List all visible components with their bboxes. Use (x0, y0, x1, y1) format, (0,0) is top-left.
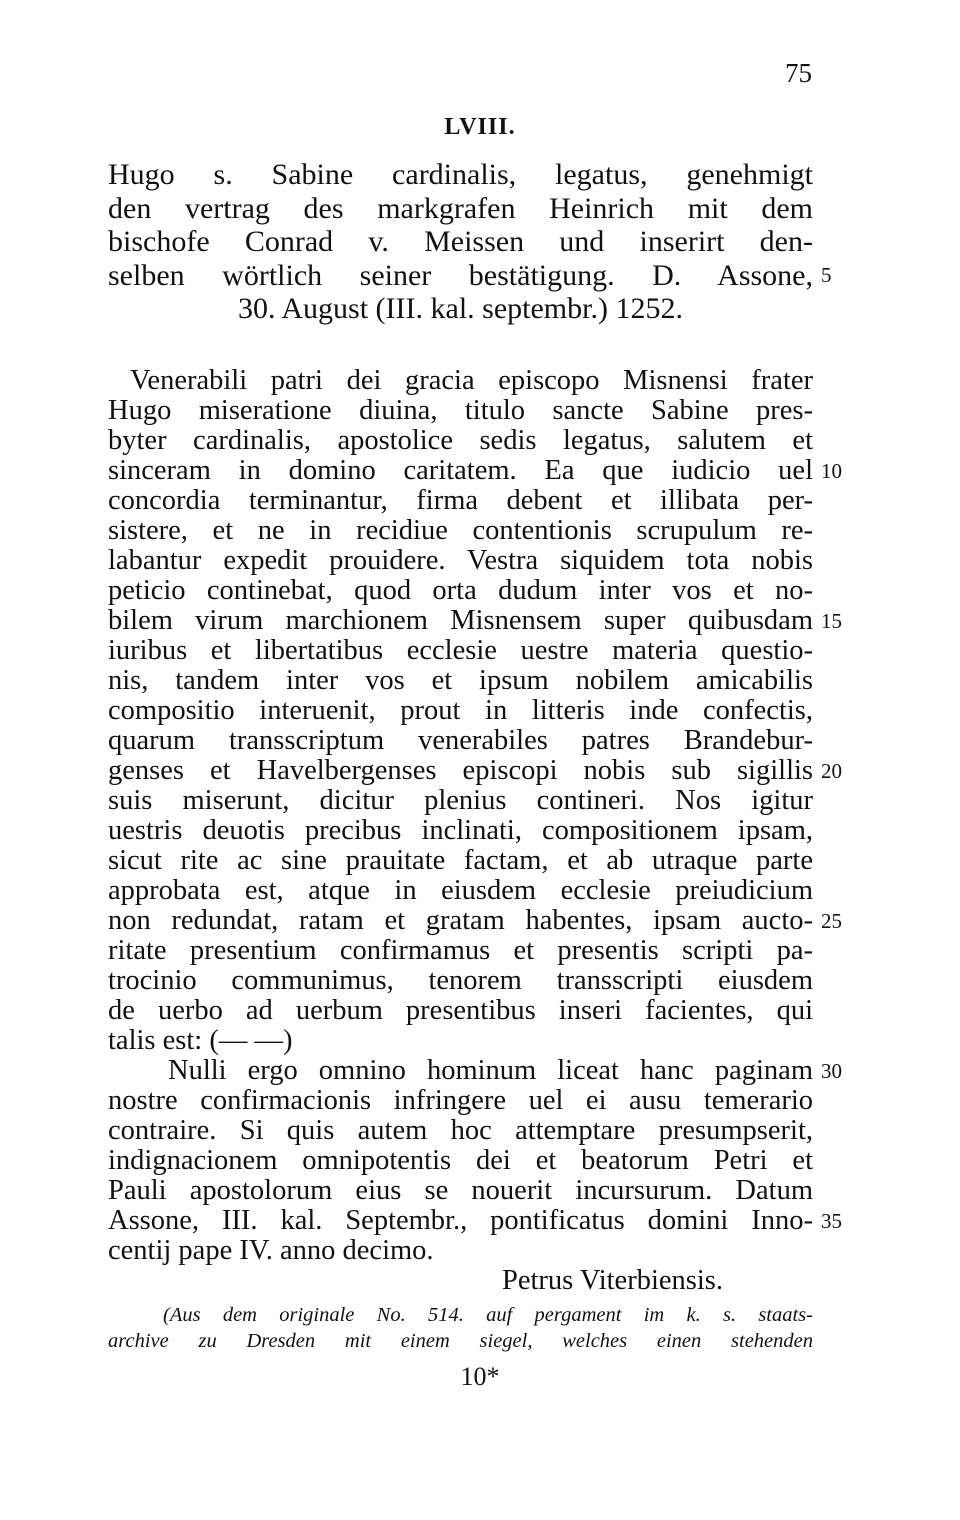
text-line (108, 576, 813, 606)
text-line-content: ritate presentium confirmamus et presentis scripti pa- (108, 935, 813, 966)
text-line-content: Nulli ergo omnino hominum liceat hanc paginam (168, 1055, 813, 1086)
text-line-content: quarum transscriptum venerabiles patres Brandebur- (108, 725, 813, 756)
text-line-content: bilem virum marchionem Misnensem super quibusdam (108, 605, 813, 636)
text-line (108, 846, 813, 876)
text-line-content: talis est: (— —) (108, 1025, 293, 1056)
text-line (108, 936, 813, 966)
line-number: 35 (821, 1209, 842, 1233)
text-line (108, 605, 842, 636)
text-line (108, 1236, 813, 1266)
text-line (108, 966, 813, 996)
text-line (108, 396, 813, 426)
text-line (108, 426, 813, 456)
charter-text (108, 365, 842, 1266)
signature: Petrus Viterbiensis. (501, 1265, 723, 1296)
line-number: 15 (821, 609, 842, 633)
text-line (108, 1086, 813, 1116)
footnote-line: (Aus dem originale No. 514. auf pergament im k. s. staats- (163, 1304, 813, 1326)
text-line-content: indignacionem omnipotentis dei et beatorum Petri et (108, 1145, 813, 1176)
text-line-content: sinceram in domino caritatem. Ea que iudicio uel (108, 455, 813, 486)
line-number: 10 (821, 459, 842, 483)
regest-line: bischofe Conrad v. Meissen und inserirt den- (108, 225, 813, 258)
text-line-content: trocinio communimus, tenorem transscripti eiusdem (108, 965, 813, 996)
text-line (108, 666, 813, 696)
text-line-content: iuribus et libertatibus ecclesie uestre materia questio- (108, 635, 813, 666)
text-line (108, 1026, 813, 1056)
text-line-content: Hugo miseratione diuina, titulo sancte Sabine pres- (108, 395, 813, 426)
text-line (108, 1205, 842, 1236)
text-line-content: contraire. Si quis autem hoc attemptare presumpserit, (108, 1115, 813, 1146)
text-line (108, 905, 842, 936)
text-line-content: byter cardinalis, apostolice sedis legatus, salutem et (108, 425, 813, 456)
page-number: 75 (785, 58, 812, 88)
text-line (108, 1146, 813, 1176)
text-line-content: non redundat, ratam et gratam habentes, ipsam aucto- (108, 905, 813, 936)
text-line-content: Pauli apostolorum eius se nouerit incursurum. Datum (108, 1175, 813, 1206)
text-line (108, 546, 813, 576)
text-line-content: nis, tandem inter vos et ipsum nobilem amicabilis (108, 665, 813, 696)
line-number: 30 (821, 1059, 842, 1083)
text-line (108, 1055, 842, 1086)
text-line-content: peticio continebat, quod orta dudum inter vos et no- (108, 575, 813, 606)
text-line-content: suis miserunt, dicitur plenius contineri. Nos igitur (108, 785, 813, 816)
sheet-signature-mark: 10* (460, 1362, 500, 1391)
text-line (108, 636, 813, 666)
text-line (108, 996, 813, 1026)
footnote-line: archive zu Dresden mit einem siegel, welches einen stehenden (108, 1330, 813, 1352)
text-line (108, 516, 813, 546)
line-number: 20 (821, 759, 842, 783)
text-line (108, 1176, 813, 1206)
regest-line: 30. August (III. kal. septembr.) 1252. (238, 292, 683, 325)
text-line-content: Assone, III. kal. Septembr., pontificatus domini Inno- (108, 1205, 813, 1236)
regest-line (108, 258, 832, 293)
text-line-content: Venerabili patri dei gracia episcopo Misnensi frater (130, 365, 813, 396)
text-line-content: sistere, et ne in recidiue contentionis scrupulum re- (108, 515, 813, 546)
text-line (108, 726, 813, 756)
regest (108, 158, 832, 326)
text-line (108, 816, 813, 846)
text-line-content: labantur expedit prouidere. Vestra siquidem tota nobis (108, 545, 813, 576)
text-line-content: centij pape IV. anno decimo. (108, 1235, 434, 1266)
text-line-content: concordia terminantur, firma debent et illibata per- (108, 485, 813, 516)
footnote (108, 1302, 813, 1354)
document-number: LVIII. (444, 114, 516, 140)
text-line (108, 786, 813, 816)
regest-line-text: selben wörtlich seiner bestätigung. D. Assone, (108, 258, 813, 292)
text-line (108, 366, 813, 396)
text-line-content: uestris deuotis precibus inclinati, compositionem ipsam, (108, 815, 813, 846)
text-line-content: nostre confirmacionis infringere uel ei ausu temerario (108, 1085, 813, 1116)
line-number: 25 (821, 909, 842, 933)
text-line-content: sicut rite ac sine prauitate factam, et ab utraque parte (108, 845, 813, 876)
text-line-content: approbata est, atque in eiusdem ecclesie preiudicium (108, 875, 813, 906)
regest-line: Hugo s. Sabine cardinalis, legatus, genehmigt (108, 158, 813, 191)
text-line (108, 486, 813, 516)
text-line-content: genses et Havelbergenses episcopi nobis sub sigillis (108, 755, 813, 786)
text-line-content: compositio interuenit, prout in litteris inde confectis, (108, 695, 813, 726)
text-line (108, 755, 842, 786)
text-line-content: de uerbo ad uerbum presentibus inseri facientes, qui (108, 995, 813, 1026)
text-line (108, 696, 813, 726)
text-line (108, 455, 842, 486)
text-line (108, 876, 813, 906)
regest-line: den vertrag des markgrafen Heinrich mit dem (108, 191, 813, 225)
text-line (108, 1116, 813, 1146)
signature-block (108, 1266, 813, 1296)
line-number: 5 (821, 262, 832, 287)
